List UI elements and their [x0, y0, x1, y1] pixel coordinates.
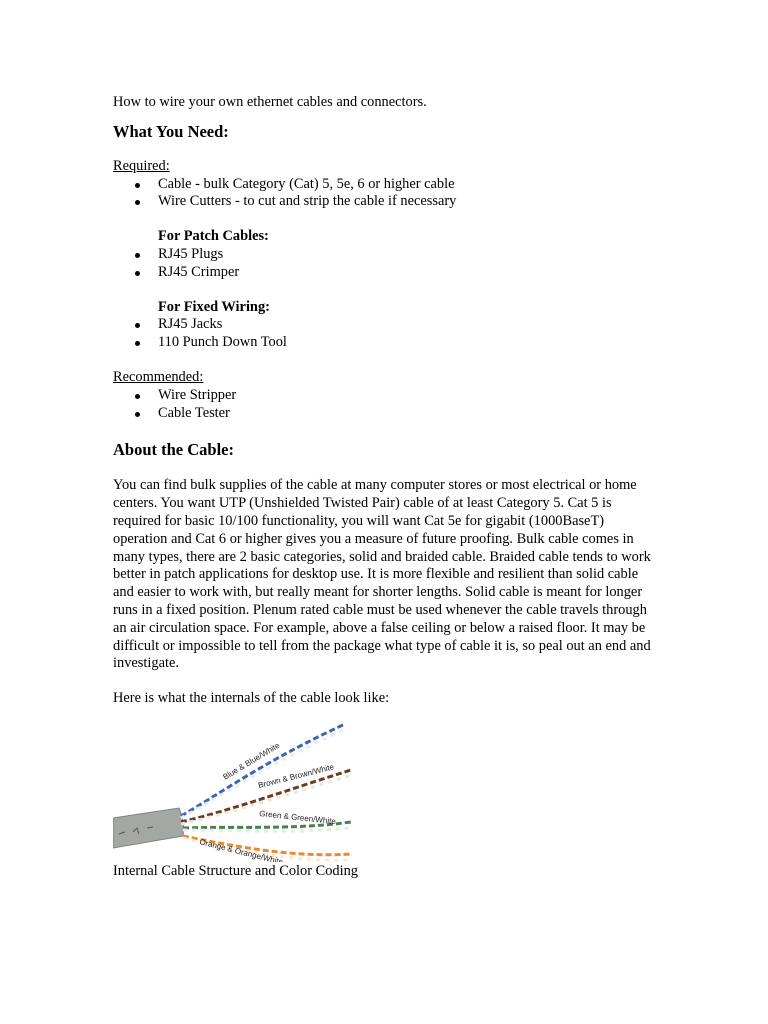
what-you-need-heading: What You Need:	[113, 121, 229, 141]
patch-list	[113, 246, 658, 282]
list-item: 110 Punch Down Tool	[113, 334, 658, 352]
required-list	[113, 176, 658, 212]
figure-caption: Internal Cable Structure and Color Coding	[113, 862, 358, 879]
list-item: RJ45 Jacks	[113, 316, 658, 334]
internals-text: Here is what the internals of the cable look like:	[113, 690, 390, 707]
recommended-list	[113, 387, 658, 423]
brown-label: Brown & Brown/White	[257, 762, 335, 790]
blue-label: Blue & Blue/White	[221, 740, 282, 782]
patch-cables-subheading: For Patch Cables:	[158, 228, 269, 245]
about-cable-paragraph: You can find bulk supplies of the cable at many computer stores or most electrical or home centers. You want UTP (Unshielded Twisted Pair) cable of at least Category 5. Cat 5 is required for basic 10/100 functionality, you will want Cat 5e for gigabit (1000BaseT) operation and Cat 6 or higher gives you a measure of future proofing. Bulk cable comes in many types, there are 2 basic categories, solid and braided cable. Braided cable tends to work better in patch applications for desktop use. It is more flexible and resilient than solid cable and easier to work with, but really meant for shorter lengths. Solid cable is meant for longer runs in a fixed position. Plenum rated cable must be used whenever the cable travels through an air circulation space. For example, above a false ceiling or below a raised floor. It may be difficult or impossible to tell from the package what type of cable it is, so peal out an end and investigate.	[113, 477, 651, 672]
required-label: Required:	[113, 157, 170, 174]
document-page	[113, 94, 658, 881]
list-item: RJ45 Plugs	[113, 246, 658, 264]
list-item: Cable - bulk Category (Cat) 5, 5e, 6 or higher cable	[113, 176, 658, 194]
about-cable-heading: About the Cable:	[113, 440, 235, 460]
fixed-wiring-subheading: For Fixed Wiring:	[158, 298, 270, 315]
intro-text: How to wire your own ethernet cables and connectors.	[113, 94, 427, 110]
list-item: RJ45 Crimper	[113, 264, 658, 282]
cable-structure-image	[113, 722, 353, 862]
fixed-list	[113, 316, 658, 352]
recommended-label: Recommended:	[113, 368, 204, 385]
orange-label: Orange & Orange/White	[198, 837, 284, 862]
list-item: Wire Cutters - to cut and strip the cable if necessary	[113, 193, 658, 211]
green-label: Green & Green/White	[258, 808, 337, 826]
list-item: Cable Tester	[113, 405, 658, 423]
list-item: Wire Stripper	[113, 387, 658, 405]
